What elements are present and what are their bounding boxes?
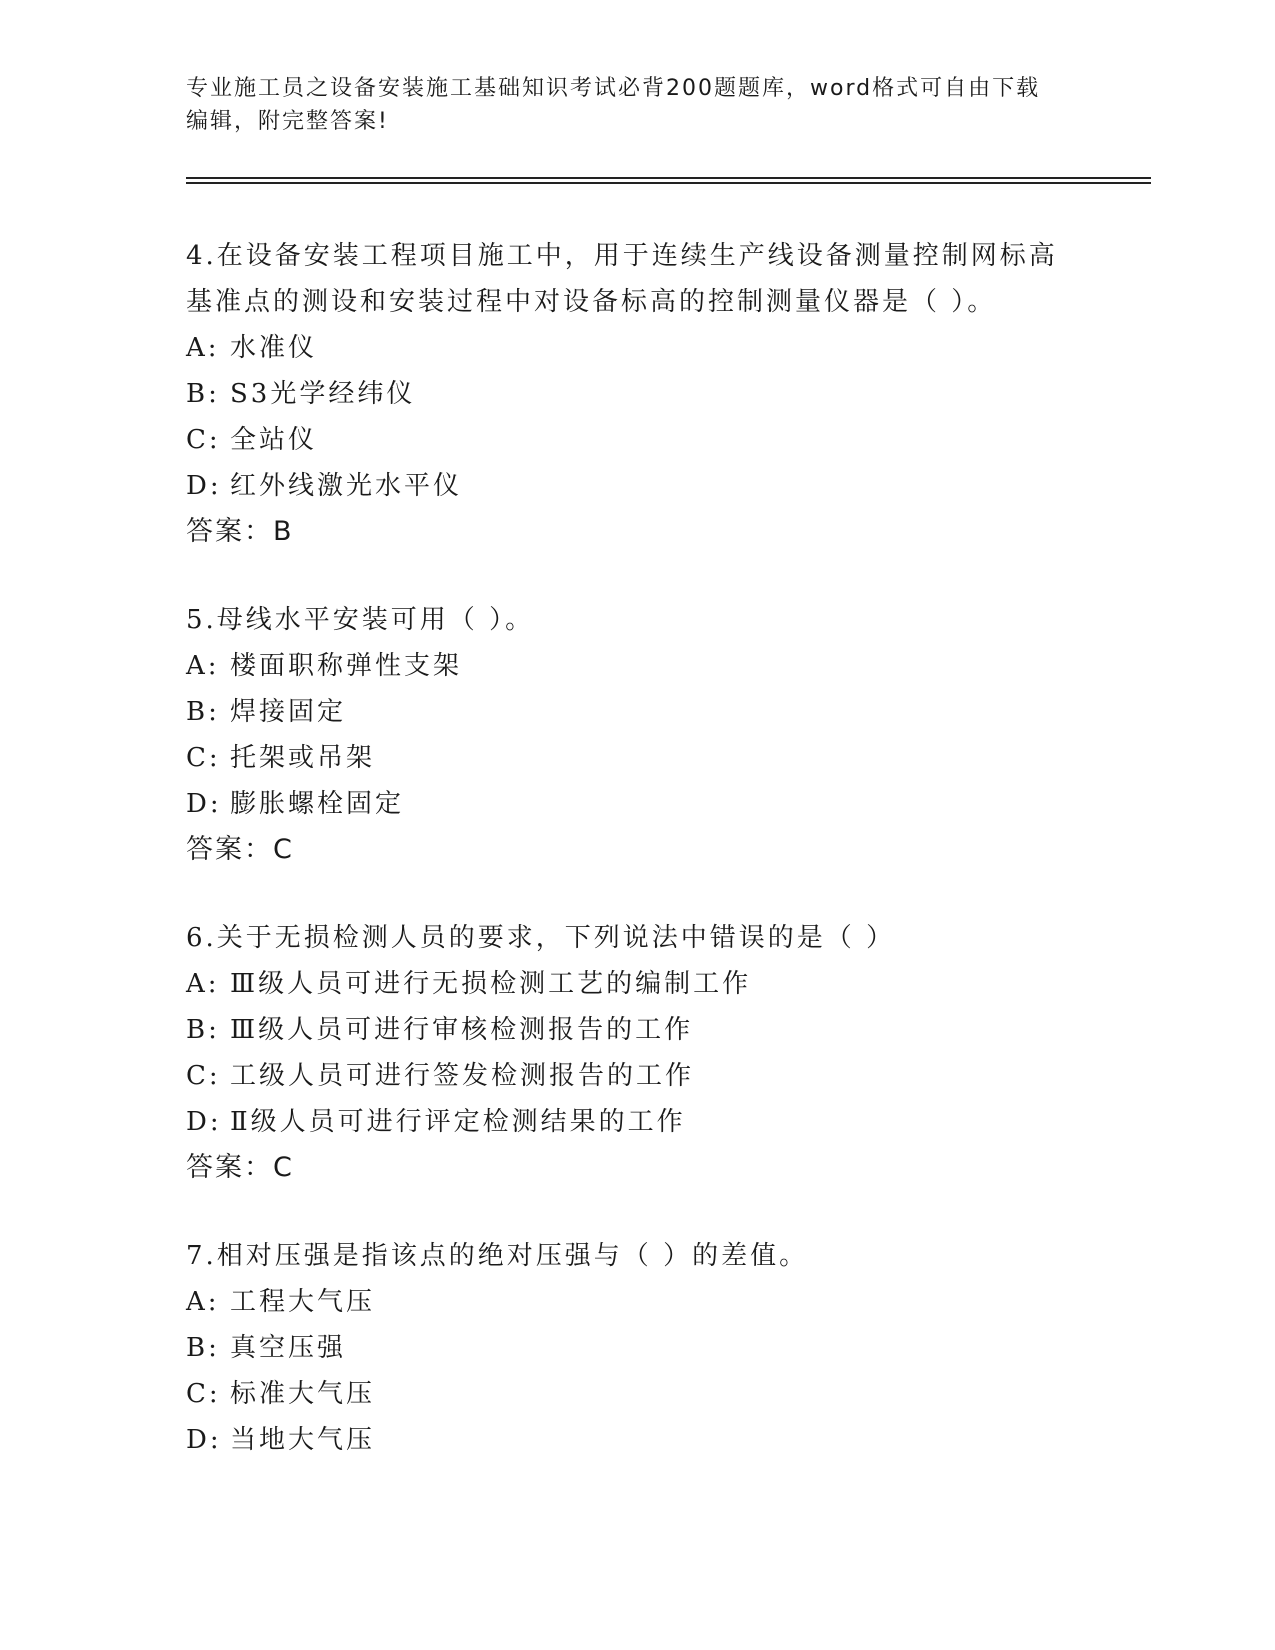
option-c (186, 735, 1106, 781)
option-letter: C: (186, 425, 221, 455)
option-b (186, 689, 1106, 735)
option-letter: B: (186, 1015, 220, 1045)
header-title-line1: 专业施工员之设备安装施工基础知识考试必背200题题库，word格式可自由下载 (186, 76, 1041, 101)
option-d (186, 463, 1106, 509)
question-stem-line1: 4.在设备安装工程项目施工中，用于连续生产线设备测量控制网标高 (186, 241, 1058, 271)
option-letter: D: (186, 1107, 222, 1137)
option-text: 工程大气压 (230, 1287, 376, 1317)
question-6 (186, 915, 1106, 1191)
option-text: 焊接固定 (230, 697, 347, 727)
option-letter: D: (186, 1425, 222, 1455)
option-a (186, 961, 1106, 1007)
option-text: S3光学经纬仪 (230, 379, 416, 409)
option-c (186, 417, 1106, 463)
option-text: Ⅲ级人员可进行审核检测报告的工作 (230, 1015, 694, 1045)
option-text: 标准大气压 (230, 1379, 376, 1409)
option-text: 工级人员可进行签发检测报告的工作 (230, 1061, 695, 1091)
answer-line: 答案：B (186, 516, 294, 547)
option-letter: B: (186, 379, 220, 409)
option-text: 托架或吊架 (230, 743, 376, 773)
option-text: 楼面职称弹性支架 (230, 651, 463, 681)
header-title-line2: 编辑，附完整答案! (186, 109, 389, 134)
option-letter: B: (186, 1333, 220, 1363)
option-b (186, 371, 1106, 417)
answer-line: 答案：C (186, 1152, 294, 1183)
option-text: 真空压强 (230, 1333, 347, 1363)
option-text: 全站仪 (230, 425, 318, 455)
option-text: 红外线激光水平仪 (230, 471, 463, 501)
option-b (186, 1325, 1106, 1371)
option-letter: A: (186, 1287, 220, 1317)
option-text: 当地大气压 (230, 1425, 376, 1455)
option-text: 水准仪 (230, 333, 318, 363)
question-4 (186, 233, 1106, 555)
option-d (186, 1099, 1106, 1145)
question-7 (186, 1233, 1106, 1463)
option-b (186, 1007, 1106, 1053)
option-a (186, 325, 1106, 371)
option-letter: A: (186, 969, 220, 999)
option-a (186, 1279, 1106, 1325)
option-letter: C: (186, 743, 221, 773)
option-letter: A: (186, 333, 220, 363)
option-text: 膨胀螺栓固定 (230, 789, 405, 819)
option-a (186, 643, 1106, 689)
question-stem-line1: 7.相对压强是指该点的绝对压强与（ ）的差值。 (186, 1241, 809, 1271)
option-letter: D: (186, 471, 222, 501)
question-5 (186, 597, 1106, 873)
option-letter: D: (186, 789, 222, 819)
header-divider-bottom (186, 182, 1151, 184)
option-c (186, 1371, 1106, 1417)
option-d (186, 1417, 1106, 1463)
header-divider-top (186, 177, 1151, 179)
option-text: Ⅲ级人员可进行无损检测工艺的编制工作 (230, 969, 752, 999)
option-letter: A: (186, 651, 220, 681)
answer-line: 答案：C (186, 834, 294, 865)
option-c (186, 1053, 1106, 1099)
option-text: Ⅱ级人员可进行评定检测结果的工作 (230, 1107, 686, 1137)
option-d (186, 781, 1106, 827)
option-letter: C: (186, 1061, 221, 1091)
option-letter: C: (186, 1379, 221, 1409)
question-stem-line1: 5.母线水平安装可用（ ）。 (186, 605, 535, 635)
document-header (186, 72, 1086, 138)
option-letter: B: (186, 697, 220, 727)
question-stem-line1: 6.关于无损检测人员的要求，下列说法中错误的是（ ） (186, 923, 896, 953)
question-stem-line2: 基准点的测设和安装过程中对设备标高的控制测量仪器是（ ）。 (186, 287, 997, 317)
